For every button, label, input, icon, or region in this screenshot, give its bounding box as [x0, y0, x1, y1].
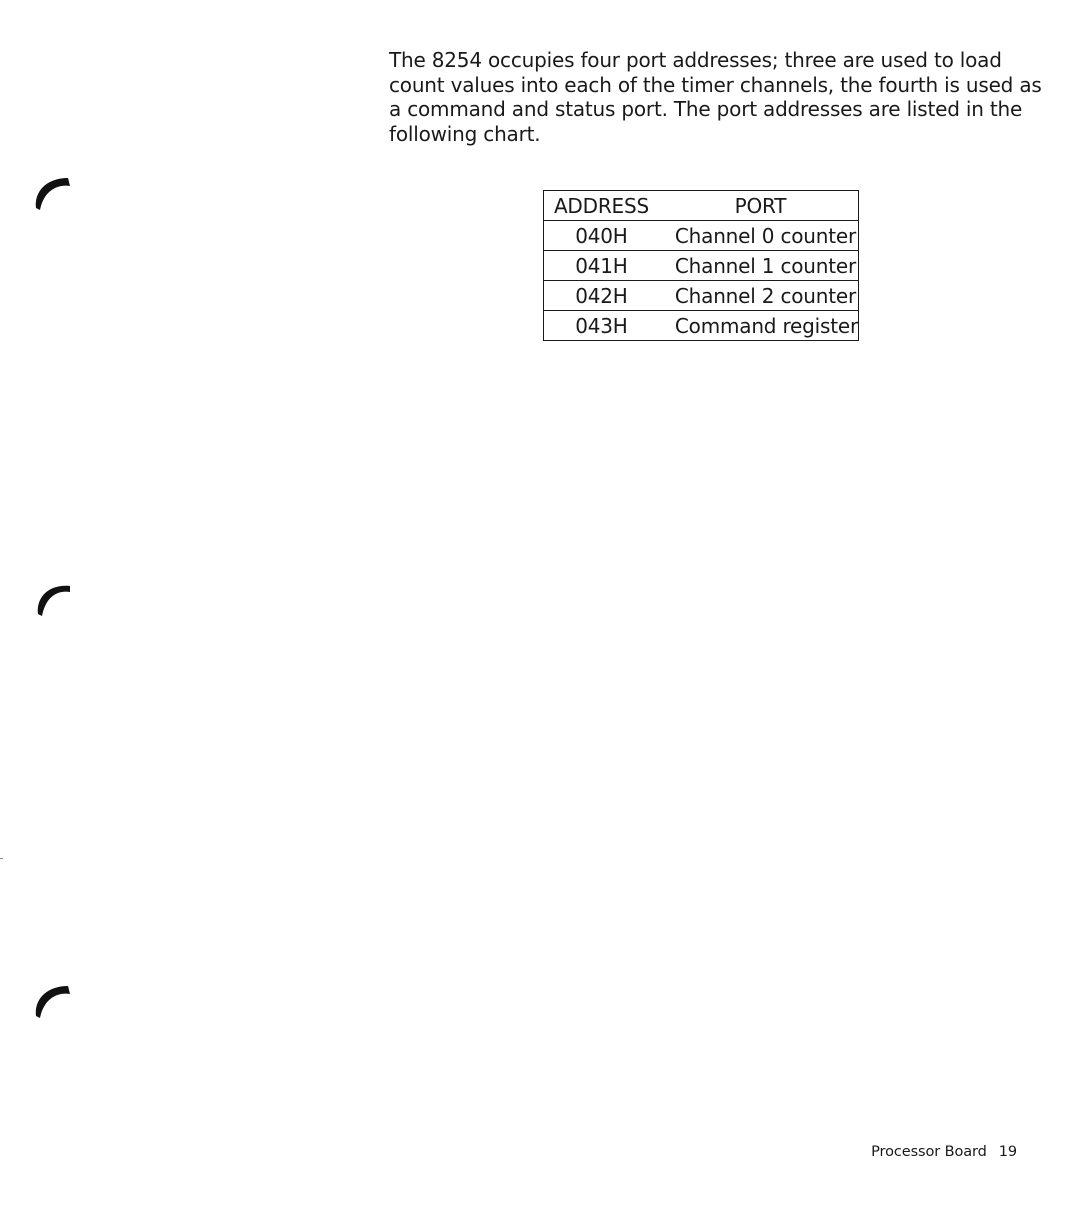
paragraph-line: count values into each of the timer channels, the fourth is used as [389, 72, 1042, 97]
paragraph-line: a command and status port. The port addresses are listed in the [389, 97, 1023, 121]
port-cell: Channel 1 counter [663, 251, 859, 281]
table-header-row [544, 191, 859, 221]
address-cell: 043H [544, 311, 663, 341]
paragraph-line: following chart. [389, 121, 541, 146]
scan-speck [0, 858, 3, 859]
binder-hole-icon [30, 980, 74, 1020]
page-number: 19 [998, 1144, 1017, 1160]
address-cell: 042H [544, 281, 663, 311]
footer-section-title: Processor Board [871, 1144, 987, 1160]
page-footer [871, 1144, 1017, 1160]
port-column-header: PORT [663, 191, 859, 221]
address-cell: 041H [544, 251, 663, 281]
port-address-table [543, 190, 859, 341]
table-row [544, 281, 859, 311]
paragraph-line: The 8254 occupies four port addresses; three are used to load [389, 48, 1002, 72]
binder-hole-icon [30, 578, 74, 618]
port-cell: Channel 0 counter [663, 221, 859, 251]
table-row [544, 251, 859, 281]
binder-hole-icon [30, 172, 74, 212]
address-cell: 040H [544, 221, 663, 251]
address-column-header: ADDRESS [544, 191, 663, 221]
table-row [544, 311, 859, 341]
body-paragraph [389, 48, 1042, 146]
port-cell: Channel 2 counter [663, 281, 859, 311]
port-cell: Command register [663, 311, 859, 341]
table-row [544, 221, 859, 251]
